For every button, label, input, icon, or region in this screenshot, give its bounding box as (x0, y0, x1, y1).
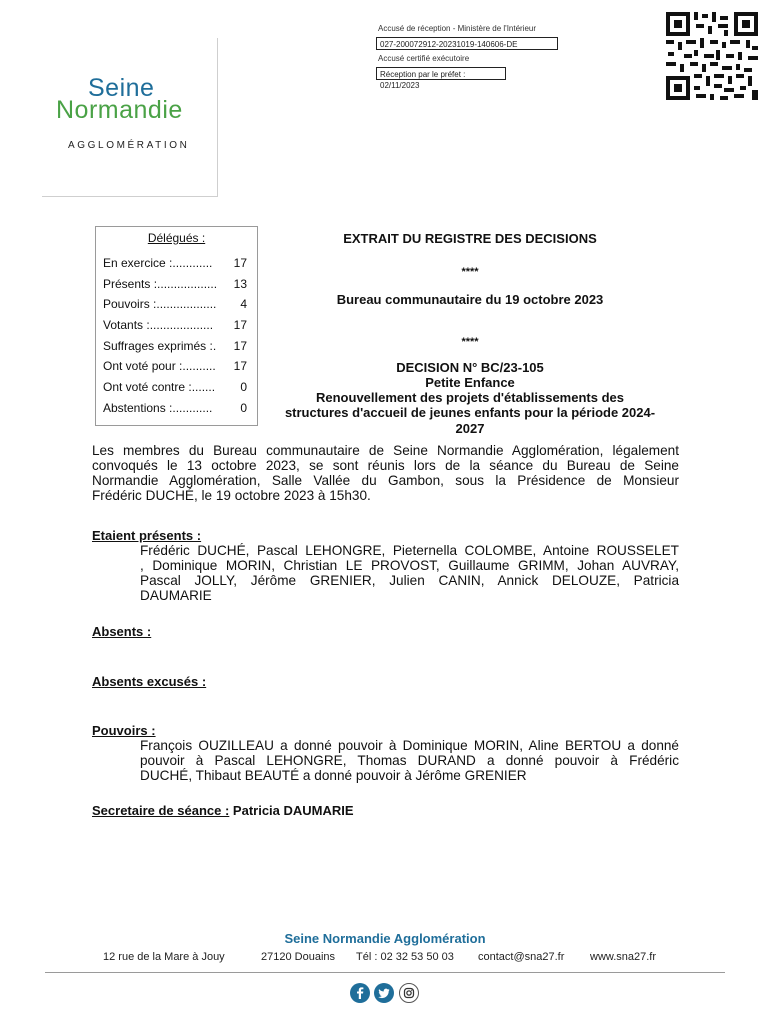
delegates-label: Votants :................... (103, 318, 214, 332)
logo-text-agglomeration: AGGLOMÉRATION (68, 140, 190, 151)
footer-address: 12 rue de la Mare à Jouy (103, 951, 225, 963)
delegates-value: 0 (240, 380, 247, 394)
document-title: EXTRAIT DU REGISTRE DES DECISIONS (343, 231, 597, 246)
decision-subject: Petite Enfance (425, 375, 515, 390)
delegates-label: Ont voté contre :....... (103, 380, 216, 394)
separator-stars: **** (461, 266, 479, 278)
stamp-reception-date: Réception par le préfet : 02/11/2023 (376, 67, 506, 80)
delegates-label: Pouvoirs :.................. (103, 297, 217, 311)
stamp-exec-line: Accusé certifié exécutoire (378, 54, 470, 63)
decision-description: structures d'accueil de jeunes enfants pour la période 2024- (284, 405, 656, 420)
separator-stars: **** (461, 336, 479, 348)
footer-city: 27120 Douains (261, 951, 336, 963)
delegates-value: 4 (240, 297, 247, 311)
secretary-line (92, 803, 354, 818)
delegates-label: Présents :.................. (103, 277, 218, 291)
excused-heading: Absents excusés : (92, 674, 207, 689)
meeting-title: Bureau communautaire du 19 octobre 2023 (336, 292, 604, 307)
delegates-value: 17 (233, 318, 247, 332)
delegates-label: En exercice :............ (103, 256, 213, 270)
delegates-label: Suffrages exprimés :. (103, 339, 217, 353)
intro-paragraph: Les membres du Bureau communautaire de Seine Normandie Agglomération, légalement convoqués le 13 octobre 2023, se sont réunis lors de la séance du Bureau de Seine Normandie Agglomération, Salle Vallée du Gambon, sous la Présidence de Monsieur Frédéric DUCHÉ, le 19 octobre 2023 à 15h30. (92, 443, 679, 503)
footer-divider (45, 972, 725, 973)
secretary-heading: Secretaire de séance : (92, 803, 230, 818)
delegates-value: 17 (233, 359, 247, 373)
delegates-value: 0 (240, 401, 247, 415)
footer-website[interactable]: www.sna27.fr (590, 951, 657, 963)
proxy-heading: Pouvoirs : (92, 723, 156, 738)
absent-heading: Absents : (92, 624, 152, 639)
decision-description: 2027 (455, 421, 485, 436)
qr-code-icon (664, 10, 760, 102)
decision-description: Renouvellement des projets d'établissements des (316, 390, 624, 405)
delegates-value: 13 (233, 277, 247, 291)
logo-text-seine: Seine (88, 74, 155, 102)
facebook-icon[interactable] (350, 983, 370, 1003)
present-list: Frédéric DUCHÉ, Pascal LEHONGRE, Pieternella COLOMBE, Antoine ROUSSELET , Dominique MORIN, Christian LE PROVOST, Guillaume GRIMM, Johan AUVRAY, Pascal JOLLY, Jérôme GRENIER, Julien CANIN, Annick DELOUZE, Patricia DAUMARIE (140, 543, 679, 603)
secretary-name: Patricia DAUMARIE (229, 803, 354, 818)
delegates-value: 17 (233, 339, 247, 353)
delegates-label: Abstentions :............ (103, 401, 213, 415)
delegates-title: Délégués : (147, 231, 206, 245)
delegates-value: 17 (233, 256, 247, 270)
present-heading: Etaient présents : (92, 528, 202, 543)
instagram-icon[interactable] (399, 983, 419, 1003)
footer-organization: Seine Normandie Agglomération (284, 931, 486, 946)
delegates-label: Ont voté pour :.......... (103, 359, 216, 373)
logo-text-normandie: Normandie (56, 96, 183, 124)
decision-number: DECISION N° BC/23-105 (396, 360, 544, 375)
twitter-icon[interactable] (374, 983, 394, 1003)
footer-phone: Tél : 02 32 53 50 03 (356, 951, 454, 963)
footer-email[interactable]: contact@sna27.fr (478, 951, 565, 963)
stamp-ack-id: 027-200072912-20231019-140606-DE (376, 37, 558, 50)
proxy-list: François OUZILLEAU a donné pouvoir à Dominique MORIN, Aline BERTOU a donné pouvoir à Pascal LEHONGRE, Thomas DURAND a donné pouvoir à Frédéric DUCHÉ, Thibaut BEAUTÉ a donné pouvoir à Jérôme GRENIER (140, 738, 679, 783)
stamp-ack-line: Accusé de réception - Ministère de l'Intérieur (378, 24, 537, 33)
